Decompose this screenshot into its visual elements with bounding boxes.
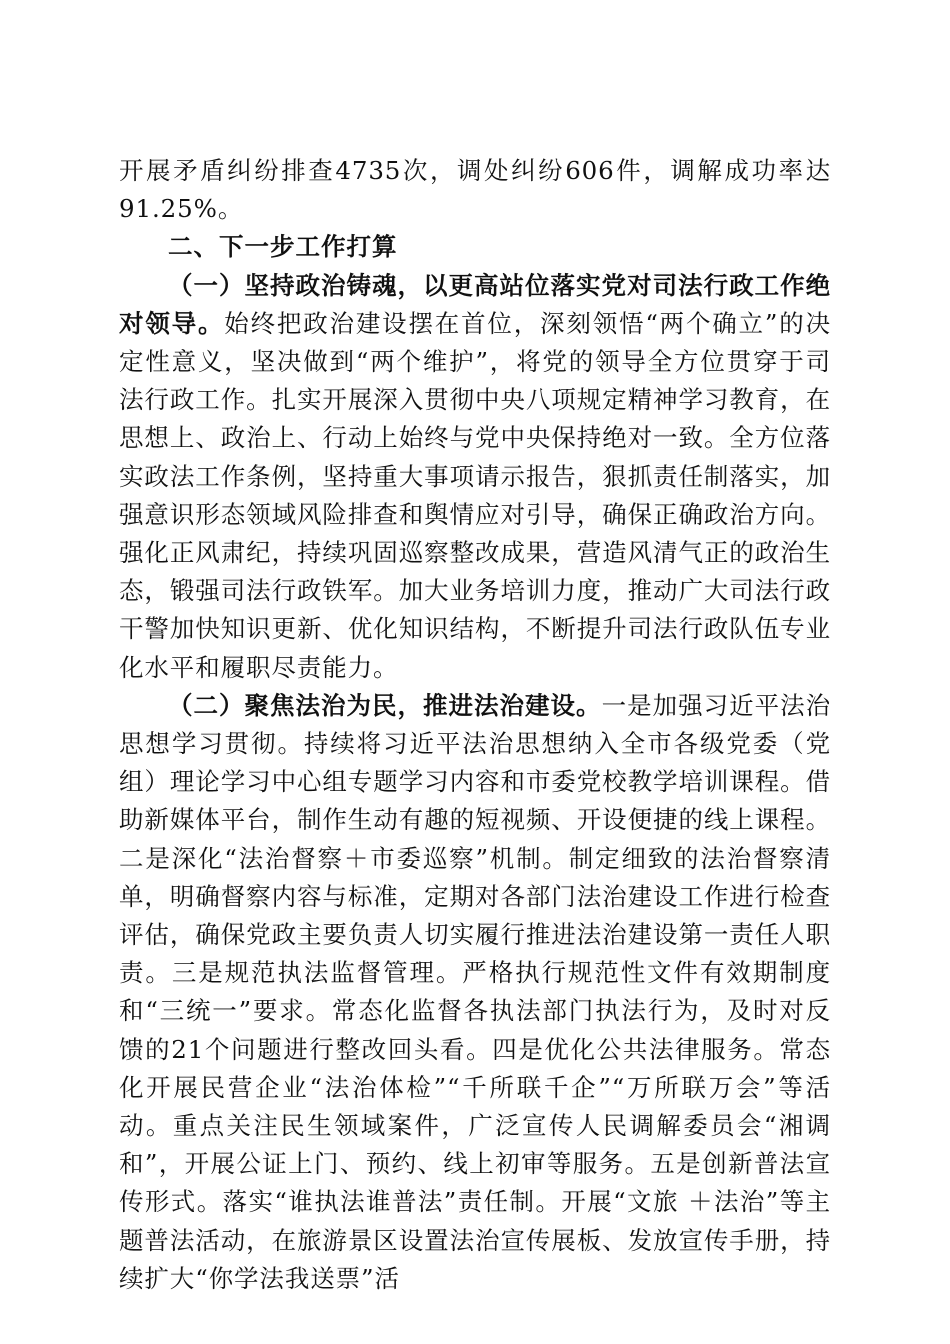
item-2-paragraph bbox=[119, 687, 831, 1298]
item-1-body: 始终把政治建设摆在首位，深刻领悟“两个确立”的决定性意义，坚决做到“两个维护”，将党的领导全方位贯穿于司法行政工作。扎实开展深入贯彻中央八项规定精神学习教育，在思想上、政治上、行动上始终与党中央保持绝对一致。全方位落实政法工作条例，坚持重大事项请示报告，狠抓责任制落实，加强意识形态领域风险排查和舆情应对引导，确保正确政治方向。强化正风肃纪，持续巩固巡察整改成果，营造风清气正的政治生态，锻强司法行政铁军。加大业务培训力度，推动广大司法行政干警加快知识更新、优化知识结构，不断提升司法行政队伍专业化水平和履职尽责能力。 bbox=[119, 308, 831, 682]
item-1-paragraph bbox=[119, 267, 831, 687]
item-2-lead: （二）聚焦法治为民，推进法治建设。 bbox=[168, 690, 602, 720]
item-2-body: 一是加强习近平法治思想学习贯彻。持续将习近平法治思想纳入全市各级党委（党组）理论学习中心组专题学习内容和市委党校教学培训课程。借助新媒体平台，制作生动有趣的短视频、开设便捷的线上课程。二是深化“法治督察＋市委巡察”机制。制定细致的法治督察清单，明确督察内容与标准，定期对各部门法治建设工作进行检查评估，确保党政主要负责人切实履行推进法治建设第一责任人职责。三是规范执法监督管理。严格执行规范性文件有效期制度和“三统一”要求。常态化监督各执法部门执法行为，及时对反馈的21个问题进行整改回头看。四是优化公共法律服务。常态化开展民营企业“法治体检”“千所联千企”“万所联万会”等活动。重点关注民生领域案件，广泛宣传人民调解委员会“湘调和”，开展公证上门、预约、线上初审等服务。五是创新普法宣传形式。落实“谁执法谁普法”责任制。开展“文旅 ＋法治”等主题普法活动，在旅游景区设置法治宣传展板、发放宣传手册，持续扩大“你学法我送票”活 bbox=[119, 690, 831, 1293]
item-1-lead: （一）坚持政治铸魂，以更高站位落实党对司法行政工作绝对领导。 bbox=[119, 270, 831, 338]
continuation-paragraph: 开展矛盾纠纷排查4735次，调处纠纷606件，调解成功率达91.25%。 bbox=[119, 156, 831, 224]
document-page bbox=[119, 152, 831, 1298]
section-heading: 二、下一步工作打算 bbox=[168, 232, 398, 262]
